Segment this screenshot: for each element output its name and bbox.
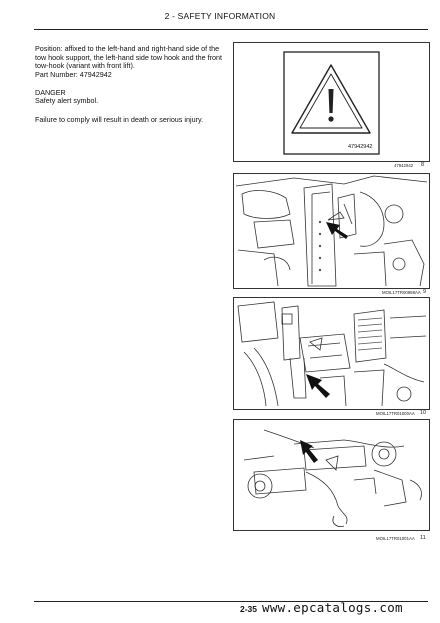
figure-11-number: 11 [420, 535, 426, 541]
page-header-title: 2 - SAFETY INFORMATION [164, 11, 276, 21]
figure-safety-decal [233, 42, 430, 162]
watermark-text: www.epcatalogs.com [262, 600, 403, 615]
decal-part-label: 47942942 [348, 144, 373, 150]
figure-8-caption: 47942942 [394, 163, 414, 168]
figure-9-caption: MOIL17TR00998AA [382, 290, 421, 295]
figure-front-tow-hook [233, 419, 430, 531]
front-tow-hook-drawing [234, 420, 429, 530]
warning-text: Failure to comply will result in death or serious injury. [35, 115, 204, 124]
figure-10-number: 10 [420, 410, 427, 416]
figure-11-caption: MOIL17TR01001AA [376, 536, 415, 541]
figure-tow-hook-support [233, 173, 430, 289]
position-text: Position: affixed to the left-hand and right-hand side of the tow hook support, the left-hand side tow hook and the front tow-hook (variant with front lift). [35, 44, 222, 71]
page-number: 2-35 [240, 604, 258, 614]
figure-8-number: 8 [421, 162, 425, 168]
figure-9-number: 9 [423, 289, 427, 295]
left-tow-hook-drawing [234, 298, 429, 409]
figure-10-caption: MOIL17TR01000AA [376, 411, 415, 416]
figure-left-tow-hook [233, 297, 430, 410]
signal-word: DANGER [35, 88, 66, 97]
part-number: Part Number: 47942942 [35, 70, 112, 79]
decal-drawing [234, 43, 429, 161]
safety-description: Safety alert symbol. [35, 96, 99, 105]
header-rule [34, 29, 428, 30]
tow-hook-support-drawing [234, 174, 429, 288]
